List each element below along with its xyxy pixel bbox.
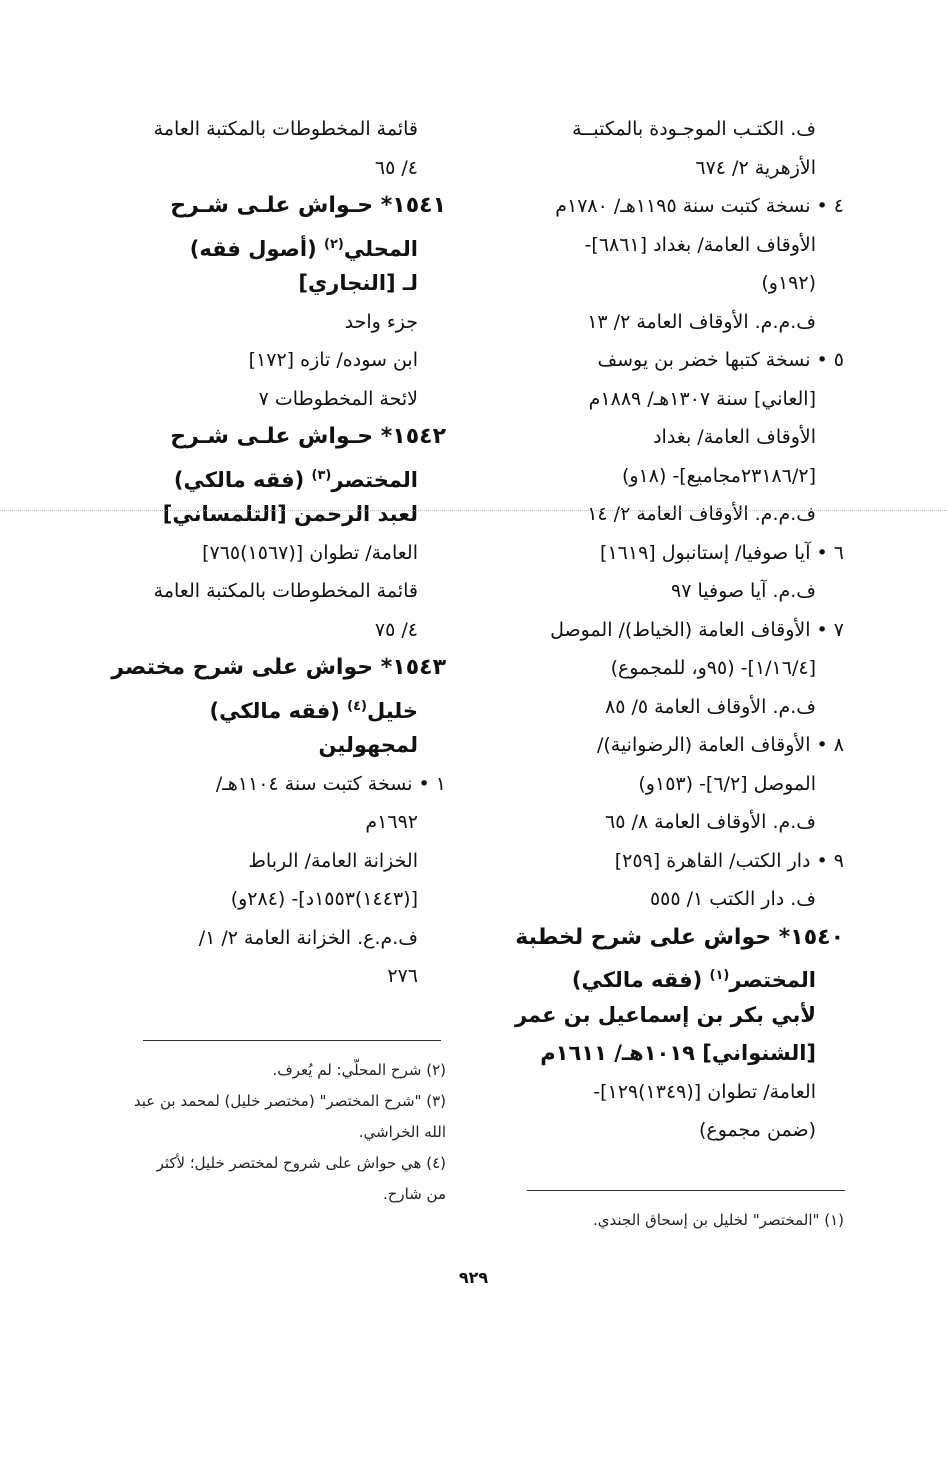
line-text: ٩ • دار الكتب/ القاهرة [٢٥٩] [614, 849, 844, 872]
footnote-rule-right [527, 1190, 845, 1191]
line-text: لمجهولين [318, 733, 418, 757]
left-column-line [108, 957, 446, 996]
line-text: ابن سوده/ تازه [١٧٢] [248, 349, 418, 371]
subject-label: (فقه مالكي) [173, 467, 312, 492]
left-column-line [108, 803, 446, 842]
left-column-line [108, 649, 446, 688]
right-column-line [498, 187, 844, 226]
line-text: [العاني] سنة ١٣٠٧هـ/ ١٨٨٩م [588, 387, 816, 410]
right-column-line [498, 110, 844, 149]
line-text: [الشنواني] ١٠١٩هـ/ ١٦١١م [540, 1041, 816, 1065]
right-column [498, 110, 844, 1150]
line-text: ف.م. الأوقاف العامة ٥/ ٨٥ [605, 695, 816, 718]
left-column-line [108, 534, 446, 573]
footnote-2: (٢) شرح المحلّي: لم يُعرف. [272, 1061, 446, 1079]
right-column-line [498, 611, 844, 650]
left-column-line [108, 495, 446, 534]
left-column-line [108, 380, 446, 419]
line-text: خليل [366, 698, 418, 723]
left-column-line [108, 418, 446, 457]
line-text: ١٥٤٣* حواش على شرح مختصر [111, 655, 446, 680]
line-text: ١٥٤١* حـواش علـى شـرح [170, 193, 446, 218]
line-text: جزء واحد [344, 310, 418, 333]
line-text: قائمة المخطوطات بالمكتبة العامة [153, 118, 418, 140]
line-text: ف. دار الكتب ١/ ٥٥٥ [649, 888, 816, 910]
right-column-line [498, 765, 844, 804]
footnote-reference: (١) [709, 968, 730, 983]
left-column [108, 110, 446, 996]
line-text: العامة/ تطوان [(١٣٤٩)١٢٩]- [593, 1080, 816, 1103]
left-column-line [108, 688, 446, 727]
left-column-line [108, 226, 446, 265]
left-column-line [108, 341, 446, 380]
right-column-line [498, 880, 844, 919]
footnote-3-line1: (٣) "شرح المختصر" (مختصر خليل) لمحمد بن عبد [133, 1092, 446, 1110]
line-text: ف.م. آيا صوفيا ٩٧ [671, 580, 816, 602]
footnote-3-line2: الله الخراشي. [358, 1123, 446, 1141]
right-column-line [498, 957, 844, 996]
line-text: ١٦٩٢م [365, 811, 418, 833]
right-column-line [498, 380, 844, 419]
line-text: ١٥٤٠* حواش على شرح لخطبة [515, 924, 844, 950]
line-text: لائحة المخطوطات ٧ [258, 387, 418, 410]
left-column-line [108, 457, 446, 496]
line-text: ف.م.م. الأوقاف العامة ٢/ ١٣ [587, 310, 816, 333]
right-column-line [498, 264, 844, 303]
right-column-line [498, 418, 844, 457]
right-column-line [498, 495, 844, 534]
right-column-line [498, 919, 844, 958]
line-text: العامة/ تطوان [(١٥٦٧)٧٦٥] [202, 541, 418, 564]
left-column-line [108, 187, 446, 226]
footnote-reference: (٣) [311, 467, 332, 483]
subject-label: (فقه مالكي) [571, 968, 710, 992]
right-column-line [498, 1073, 844, 1112]
line-text: المختصر [331, 467, 418, 492]
line-text: الأوقاف العامة/ بغداد [653, 426, 816, 448]
line-text: لأبي بكر بن إسماعيل بن عمر [514, 1002, 816, 1027]
line-text: ٤/ ٦٥ [374, 156, 418, 179]
left-column-line [108, 303, 446, 342]
subject-label: (فقه مالكي) [209, 698, 348, 723]
line-text: ٤ • نسخة كتبت سنة ١١٩٥هـ/ ١٧٨٠م [555, 195, 844, 217]
left-column-line [108, 842, 446, 881]
footnotes-left [108, 1055, 446, 1210]
line-text: ٨ • الأوقاف العامة (الرضوانية)/ [596, 734, 844, 756]
line-text: الأوقاف العامة/ بغداد [٦٨٦١]- [584, 233, 816, 256]
left-column-line [108, 765, 446, 804]
left-column-line [108, 572, 446, 611]
line-text: لـ [النجاري] [298, 271, 418, 295]
line-text: [٢٣١٨٦/٢مجاميع]- (١٨و) [621, 464, 816, 487]
line-text: ٤/ ٧٥ [374, 618, 418, 641]
footnote-4-line1: (٤) هي حواش على شروح لمختصر خليل؛ لأكثر [156, 1154, 446, 1172]
line-text: ١٥٤٢* حـواش علـى شـرح [170, 424, 446, 449]
line-text: [١/١٦/٤]- (٩٥و، للمجموع) [610, 657, 816, 679]
right-column-line [498, 572, 844, 611]
footnote-reference: (٤) [347, 698, 367, 714]
line-text: ١ • نسخة كتبت سنة ١١٠٤هـ/ [215, 772, 446, 795]
scan-divider-line [0, 510, 947, 511]
line-text: (ضمن مجموع) [698, 1119, 816, 1141]
left-column-line [108, 611, 446, 650]
line-text: قائمة المخطوطات بالمكتبة العامة [153, 580, 418, 602]
line-text: ٢٧٦ [387, 965, 418, 987]
line-text: المختصر [729, 968, 816, 992]
page-number: ٩٢٩ [458, 1268, 489, 1287]
footnote-4-line2: من شارح. [382, 1185, 446, 1203]
left-column-line [108, 880, 446, 919]
right-column-line [498, 1034, 844, 1073]
right-column-line [498, 226, 844, 265]
right-column-line [498, 149, 844, 188]
line-text: ٦ • آيا صوفيا/ إستانبول [١٦١٩] [600, 541, 844, 564]
line-text: ف.م.م. الأوقاف العامة ٢/ ١٤ [587, 503, 816, 525]
right-column-line [498, 1111, 844, 1150]
line-text: [(١٤٤٣)١٥٥٣د]- (٢٨٤و) [230, 888, 418, 910]
right-column-line [498, 534, 844, 573]
line-text: (١٩٢و) [761, 272, 816, 294]
line-text: ف. الكتـب الموجـودة بالمكتبــة [572, 118, 816, 140]
line-text: لعبد الرحمن [التلمساني] [162, 502, 418, 526]
left-column-line [108, 726, 446, 765]
left-column-line [108, 110, 446, 149]
line-text: الأزهرية ٢/ ٦٧٤ [695, 156, 816, 179]
subject-label: (أصول فقه) [189, 236, 325, 261]
line-text: الخزانة العامة/ الرباط [248, 849, 418, 872]
right-column-line [498, 457, 844, 496]
footnotes-right [498, 1205, 844, 1236]
right-column-line [498, 803, 844, 842]
right-column-line [498, 842, 844, 881]
footnote-1: (١) "المختصر" لخليل بن إسحاق الجندي. [593, 1211, 844, 1229]
line-text: ٧ • الأوقاف العامة (الخياط)/ الموصل [550, 618, 844, 641]
right-column-line [498, 996, 844, 1035]
left-column-line [108, 264, 446, 303]
line-text: المحلي [343, 236, 418, 261]
line-text: ف.م.ع. الخزانة العامة ٢/ ١/ [198, 926, 418, 949]
right-column-line [498, 341, 844, 380]
right-column-line [498, 303, 844, 342]
line-text: ٥ • نسخة كتبها خضر بن يوسف [597, 349, 844, 371]
right-column-line [498, 726, 844, 765]
right-column-line [498, 688, 844, 727]
footnote-rule-left [143, 1040, 441, 1041]
footnote-reference: (٢) [324, 236, 344, 252]
right-column-line [498, 649, 844, 688]
line-text: ف.م. الأوقاف العامة ٨/ ٦٥ [605, 811, 816, 833]
line-text: الموصل [٦/٢]- (١٥٣و) [638, 772, 816, 795]
left-column-line [108, 149, 446, 188]
left-column-line [108, 919, 446, 958]
